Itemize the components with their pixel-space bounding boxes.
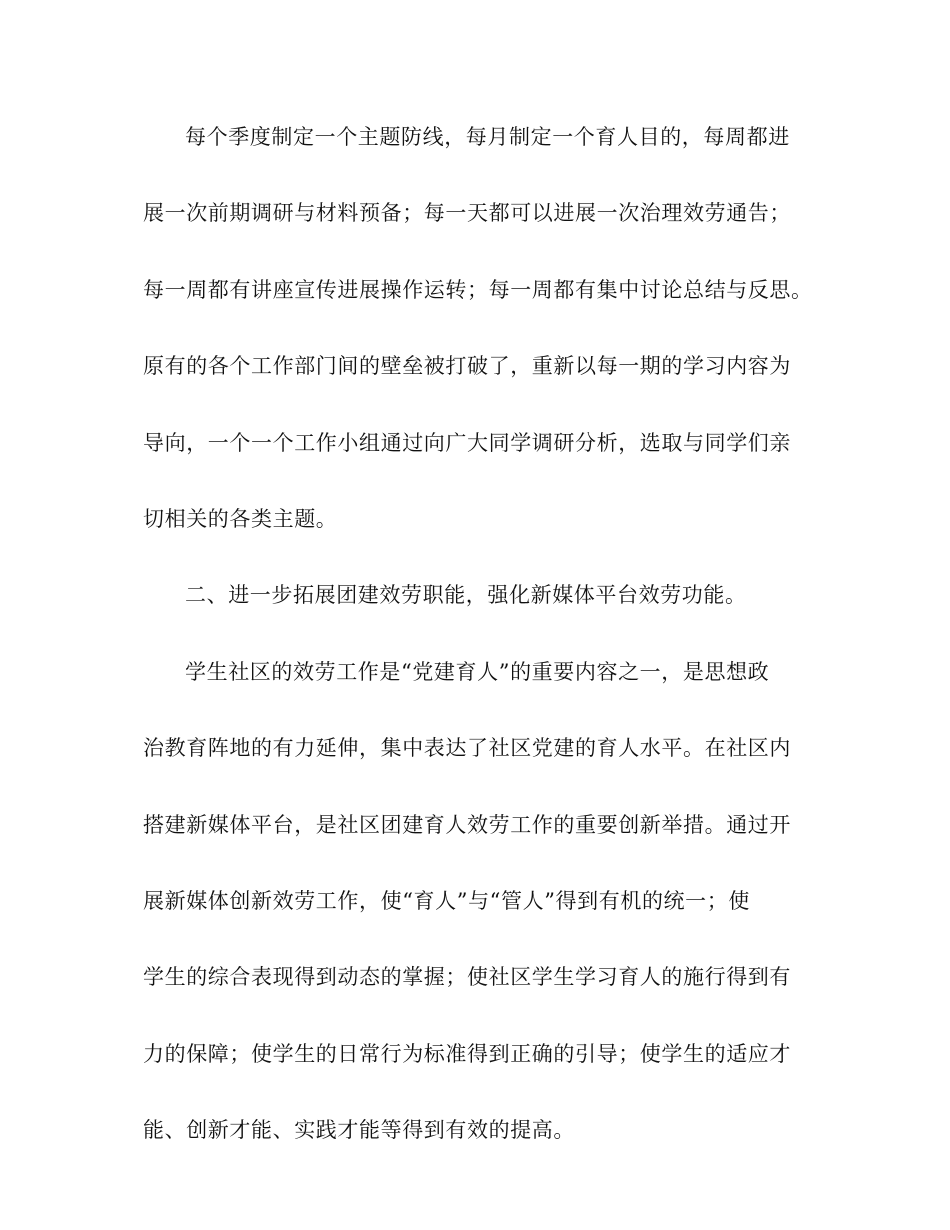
- document-body: [143, 122, 813, 1191]
- paragraph-2: [143, 657, 803, 1145]
- paragraph-1: [143, 122, 813, 534]
- text-line: 每一周都有讲座宣传进展操作运转；每一周都有集中讨论总结与反思。: [143, 277, 813, 302]
- text-line: 展一次前期调研与材料预备；每一天都可以进展一次治理效劳通告；: [143, 201, 791, 226]
- text-line: 学生的综合表现得到动态的掌握；使社区学生学习育人的施行得到有: [143, 965, 791, 990]
- text-line: 治教育阵地的有力延伸，集中表达了社区党建的育人水平。在社区内: [143, 736, 791, 761]
- text-line: 导向，一个一个工作小组通过向广大同学调研分析，选取与同学们亲: [143, 430, 791, 455]
- text-line: 每个季度制定一个主题防线，每月制定一个育人目的，每周都进: [185, 125, 790, 149]
- section-heading: [143, 580, 803, 610]
- text-line: 切相关的各类主题。: [143, 506, 338, 531]
- text-line: 能、创新才能、实践才能等得到有效的提高。: [143, 1118, 575, 1143]
- heading-line: 二、进一步拓展团建效劳职能，强化新媒体平台效劳功能。: [185, 583, 747, 608]
- text-line: 力的保障；使学生的日常行为标准得到正确的引导；使学生的适应才: [143, 1041, 791, 1066]
- text-line: 展新媒体创新效劳工作，使“育人”与“管人”得到有机的统一；使: [143, 888, 750, 913]
- text-line: 搭建新媒体平台，是社区团建育人效劳工作的重要创新举措。通过开: [143, 812, 791, 837]
- text-line: 学生社区的效劳工作是“党建育人”的重要内容之一，是思想政: [185, 659, 770, 684]
- text-line: 原有的各个工作部门间的壁垒被打破了，重新以每一期的学习内容为: [143, 354, 791, 379]
